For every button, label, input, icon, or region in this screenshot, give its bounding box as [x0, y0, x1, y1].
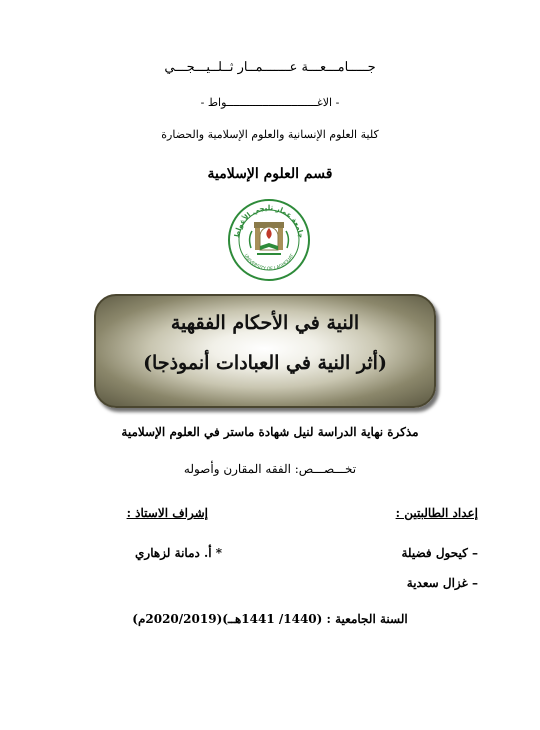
- thesis-subtitle: (أثر النية في العبادات أنموذجا): [143, 352, 387, 374]
- department-name: قسم العلوم الإسلامية: [207, 166, 333, 182]
- thesis-purpose: مذكرة نهاية الدراسة لنيل شهادة ماستر في العلوم الإسلامية: [121, 425, 419, 439]
- faculty-name: كلية العلوم الإنسانية والعلوم الإسلامية والحضارة: [161, 128, 379, 141]
- academic-year: السنة الجامعية : (1440/ 1441هــ)(2020/2019م): [132, 612, 408, 626]
- university-seal-icon: [227, 198, 311, 282]
- thesis-title: النية في الأحكام الفقهية: [170, 312, 360, 334]
- seal-arabic-text: جامعة عمار ثليجي الأغواط: [232, 203, 306, 239]
- student-name-2: – غزال سعدية: [406, 576, 478, 590]
- supervisor-label: إشراف الاستاذ :: [126, 506, 208, 520]
- student-name-1: – كيحول فضيلة: [401, 546, 478, 560]
- seal-latin-text: UNIVERSITY OF LAGHOUAT: [242, 253, 296, 273]
- supervisor-name: * أ. دمانة لزهاري: [135, 546, 222, 560]
- thesis-title-box: [94, 294, 436, 408]
- students-label: إعداد الطالبتين :: [395, 506, 478, 520]
- city-name: - الاغــــــــــــــــــــــــــــواط -: [200, 96, 340, 109]
- university-name: جـــــامـــعـــة عـــــــمــار ثــلــيـــجـــي: [164, 60, 376, 75]
- specialization: تخـــصـــص: الفقه المقارن وأصوله: [183, 462, 357, 476]
